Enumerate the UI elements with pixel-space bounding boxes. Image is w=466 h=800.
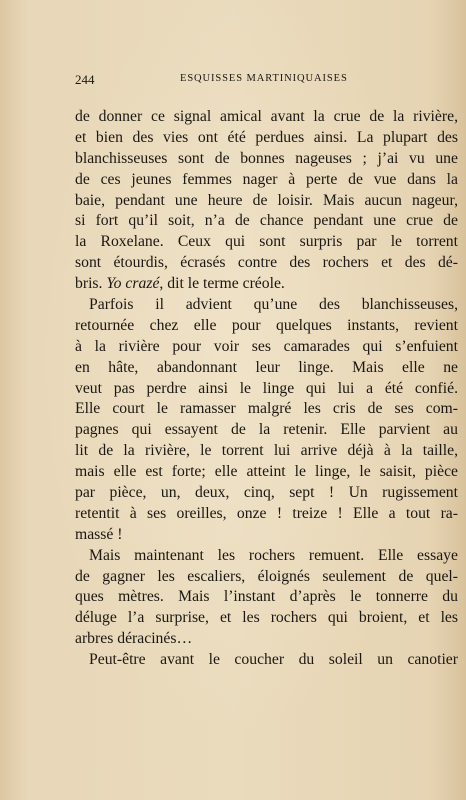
text-line: sont étourdis, écrasés contre des rochers et des dé- <box>75 254 458 272</box>
paragraph-start-line: Peut-être avant le coucher du soleil un canotier <box>89 651 458 669</box>
text-line: de donner ce signal amical avant la crue de la rivière, <box>75 108 458 125</box>
text-line: baie, pendant une heure de loisir. Mais aucun nageur, <box>75 191 458 209</box>
page-header <box>75 72 393 88</box>
text-line: blanchisseuses sont de bonnes nageuses ; j’ai vu une <box>75 149 458 167</box>
paragraph-start-line: Parfois il advient qu’une des blanchisseuses, <box>89 296 458 314</box>
text-line: bris. Yo crazé, dit le terme créole. <box>75 275 285 293</box>
paragraph-start-line: Mais maintenant les rochers remuent. Elle essaye <box>89 546 458 564</box>
text-line: lit de la rivière, le torrent lui arrive déjà à la taille, <box>75 442 458 460</box>
text-line: à la rivière pour voir ses camarades qui s’enfuient <box>75 337 458 355</box>
text-line: de ces jeunes femmes nager à perte de vue dans la <box>75 170 458 188</box>
text-line: en hâte, abandonnant leur linge. Mais elle ne <box>75 358 458 376</box>
text-line: retournée chez elle pour quelques instants, revient <box>75 316 458 334</box>
text-line: pagnes qui essayent de la retenir. Elle parvient au <box>75 421 458 439</box>
text-line: mais elle est forte; elle atteint le linge, le saisit, pièce <box>75 463 458 481</box>
text-line: si fort qu’il soit, n’a de chance pendant une crue de <box>75 212 458 230</box>
text-line: de gagner les escaliers, éloignés seulement de quel- <box>75 567 458 585</box>
text-line: par pièce, un, deux, cinq, sept ! Un rugissement <box>75 484 458 502</box>
body-text <box>75 107 458 671</box>
running-title: ESQUISSES MARTINIQUAISES <box>180 73 348 84</box>
text-line: déluge l’a surprise, et les rochers qui broient, et les <box>75 609 458 627</box>
text-line: Elle court le ramasser malgré les cris de ses com- <box>75 400 458 418</box>
text-line: et bien des vies ont été perdues ainsi. La plupart des <box>75 128 458 146</box>
text-line: massé ! <box>75 525 123 543</box>
text-line: la Roxelane. Ceux qui sont surpris par le torrent <box>75 233 458 251</box>
page-number: 244 <box>75 72 95 87</box>
text-line: ques mètres. Mais l’instant d’après le tonnerre du <box>75 588 458 606</box>
text-line: arbres déracinés… <box>75 630 193 648</box>
text-line: veut pas perdre ainsi le linge qui lui a été confié. <box>75 379 458 397</box>
text-line: retentit à ses oreilles, onze ! treize ! Elle a tout ra- <box>75 504 458 522</box>
